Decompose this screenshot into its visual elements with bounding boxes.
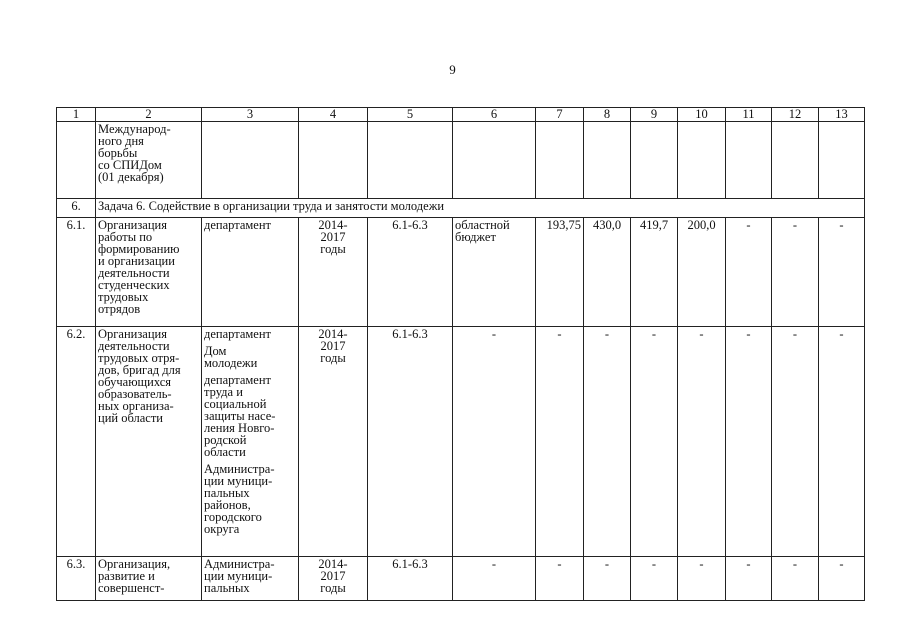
value-cell: - — [819, 557, 865, 601]
years: 2014- 2017 годы — [299, 327, 368, 557]
value-cell: - — [678, 327, 726, 557]
funding-source: - — [453, 557, 536, 601]
value-cell: - — [631, 327, 678, 557]
funding-source: - — [453, 327, 536, 557]
value-cell: - — [726, 327, 772, 557]
table-row — [57, 327, 865, 557]
header-cell: 9 — [631, 108, 678, 122]
activity-name: Организация деятельности трудовых отря- дов, бригад для обучающихся образователь- ных организа- ций области — [96, 327, 202, 557]
task-title: Задача 6. Содействие в организации труда и занятости молодежи — [96, 199, 865, 218]
row-number: 6. — [57, 199, 96, 218]
value-cell: - — [678, 557, 726, 601]
years: 2014- 2017 годы — [299, 557, 368, 601]
activity-name: Международ- ного дня борьбы со СПИДом (01 декабря) — [96, 122, 202, 199]
task-row — [57, 199, 865, 218]
funding-source: областной бюджет — [453, 218, 536, 327]
header-cell: 1 — [57, 108, 96, 122]
target-indicator: 6.1-6.3 — [368, 327, 453, 557]
value-cell: - — [819, 218, 865, 327]
value-cell: - — [584, 327, 631, 557]
executor: Администра- ции муници- пальных — [202, 557, 299, 601]
value-cell: - — [726, 557, 772, 601]
executor: департамент — [202, 218, 299, 327]
header-cell: 10 — [678, 108, 726, 122]
page-number: 9 — [449, 62, 456, 77]
table-row — [57, 218, 865, 327]
value-cell: - — [819, 327, 865, 557]
value-cell: - — [631, 557, 678, 601]
value-cell: - — [772, 218, 819, 327]
header-cell: 5 — [368, 108, 453, 122]
header-cell: 6 — [453, 108, 536, 122]
header-cell: 12 — [772, 108, 819, 122]
header-cell: 3 — [202, 108, 299, 122]
header-cell: 11 — [726, 108, 772, 122]
header-row — [57, 108, 865, 122]
value-cell: - — [584, 557, 631, 601]
target-indicator: 6.1-6.3 — [368, 557, 453, 601]
value-cell: - — [536, 557, 584, 601]
executor: департамент Дом молодежи департамент труда и социальной защиты насе- ления Новго- родской области Администра- ции муници- пальных районов, городского округа — [202, 327, 299, 557]
header-cell: 4 — [299, 108, 368, 122]
header-cell: 13 — [819, 108, 865, 122]
value-cell: - — [772, 557, 819, 601]
value-cell: 200,0 — [678, 218, 726, 327]
header-cell: 2 — [96, 108, 202, 122]
target-indicator: 6.1-6.3 — [368, 218, 453, 327]
value-cell: 419,7 — [631, 218, 678, 327]
value-cell: 430,0 — [584, 218, 631, 327]
value-cell: - — [772, 327, 819, 557]
activity-name: Организация, развитие и совершенст- — [96, 557, 202, 601]
value-cell: 193,75 — [536, 218, 584, 327]
years: 2014- 2017 годы — [299, 218, 368, 327]
header-cell: 8 — [584, 108, 631, 122]
activity-name: Организация работы по формированию и организации деятельности студенческих трудовых отрядов — [96, 218, 202, 327]
table-row — [57, 122, 865, 199]
table-row — [57, 557, 865, 601]
value-cell: - — [536, 327, 584, 557]
row-number: 6.1. — [57, 218, 96, 327]
row-number: 6.3. — [57, 557, 96, 601]
row-number: 6.2. — [57, 327, 96, 557]
value-cell: - — [726, 218, 772, 327]
program-table — [56, 107, 865, 601]
header-cell: 7 — [536, 108, 584, 122]
